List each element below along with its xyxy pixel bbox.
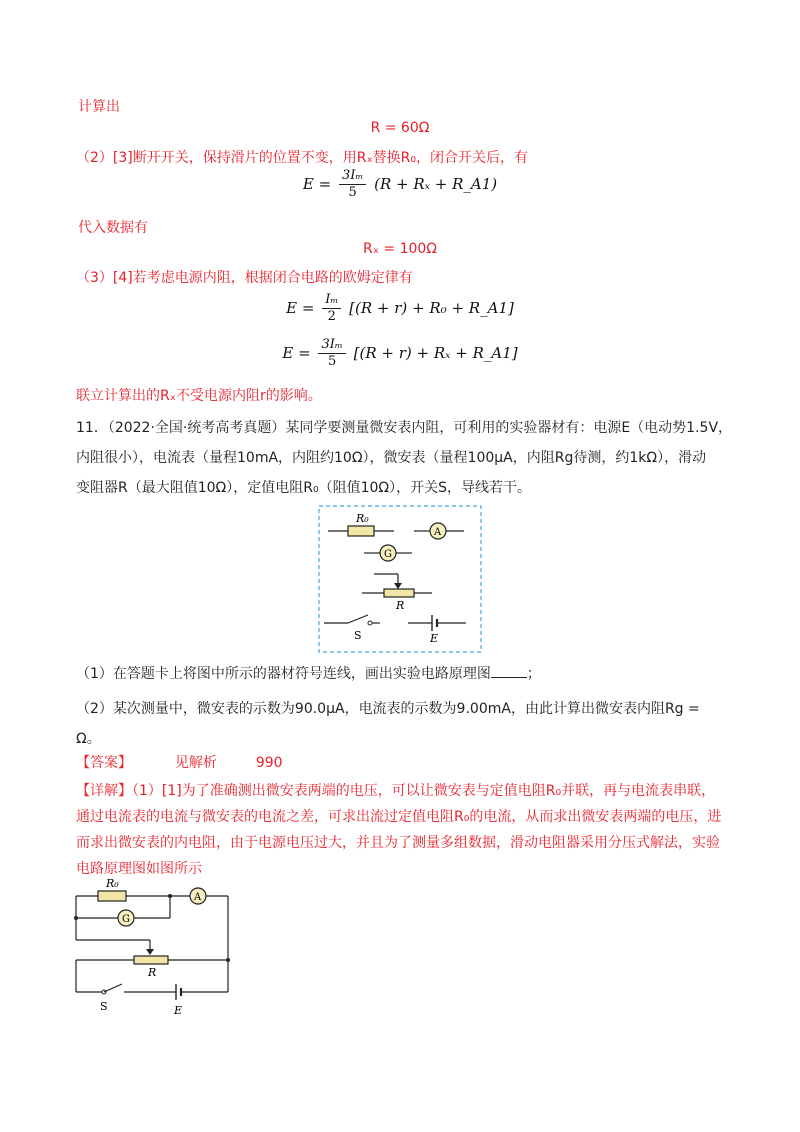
label-switch: S (354, 629, 362, 642)
substitute-line (0, 217, 800, 237)
answer-val1: 见解析 (174, 755, 217, 771)
result-Rx-text: Rₓ = 100Ω (363, 241, 437, 257)
eq-frac-num: 3Iₘ (339, 168, 366, 185)
components-diagram (318, 505, 482, 657)
answer-line (0, 752, 800, 772)
label-rheostat: R (396, 599, 405, 612)
detail-line2: 通过电流表的电流与微安表的电流之差，可求出流过定值电阻R₀的电流，从而求出微安表两端的电压，进 (76, 809, 722, 825)
label-switch: S (100, 1000, 108, 1013)
q11-line2: 内阻很小），电流表（量程10mA，内阻约10Ω），微安表（量程100μA，内阻Rg待测，约1kΩ），滑动 (76, 450, 707, 466)
label-galvanometer: G (384, 549, 392, 560)
detail-line1: （1）[1]为了准确测出微安表两端的电压，可以让微安表与定值电阻R₀并联，再与电流表串联， (132, 783, 716, 799)
sub1-end: ； (526, 666, 541, 682)
circuit-svg (66, 872, 246, 1020)
circuit-diagram (66, 872, 246, 1024)
eq-fraction (339, 168, 366, 201)
eq1-rhs: [(R + r) + R₀ + R_A1] (349, 299, 514, 317)
switch-contact-icon (368, 621, 372, 625)
label-ammeter: A (194, 892, 202, 903)
eq2-lhs: E = (282, 344, 311, 362)
eq2-frac-num: 3Iₘ (318, 337, 345, 354)
label-rheostat: R (148, 966, 157, 979)
result-R-text: R = 60Ω (370, 120, 430, 136)
label-battery: E (430, 632, 439, 645)
calc-intro: 计算出 (78, 99, 120, 115)
sub1-text: （1）在答题卡上将图中所示的器材符号连线，画出实验电路原理图 (76, 666, 491, 682)
label-galvanometer: G (122, 914, 130, 925)
part3-text-line (0, 267, 800, 287)
eq2-rhs: [(R + r) + Rₓ + R_A1] (353, 344, 518, 362)
part3-equation-2 (0, 337, 800, 370)
part2-equation (0, 168, 800, 201)
detail-line4: 电路原理图如图所示 (76, 861, 202, 877)
resistor-r0-icon (98, 891, 126, 901)
part2-text-line (0, 147, 800, 167)
answer-tag: 【答案】 (76, 755, 132, 771)
eq-frac-den: 5 (348, 185, 357, 200)
label-r0: R₀ (356, 512, 369, 525)
detail-tag: 【详解】 (76, 783, 132, 799)
question-11 (0, 413, 800, 503)
eq-rhs: (R + Rₓ + R_A1) (374, 175, 498, 193)
sub-question-2 (0, 694, 800, 754)
part3-equation-1 (0, 292, 800, 325)
detail-line3: 而求出微安表的内电阻，由于电源电压过大，并且为了测量多组数据，滑动电阻器采用分压式解法，实验 (76, 835, 720, 851)
eq2-fraction (318, 337, 345, 370)
q11-line3: 变阻器R（最大阻值10Ω），定值电阻R₀（阻值10Ω），开关S，导线若干。 (76, 480, 531, 496)
components-svg (318, 505, 482, 653)
rheostat-icon (384, 589, 414, 597)
sub2-end: Ω。 (76, 731, 101, 747)
eq2-frac-den: 5 (328, 354, 337, 369)
resistor-r0-icon (348, 526, 374, 536)
label-battery: E (174, 1004, 183, 1017)
eq1-lhs: E = (286, 299, 315, 317)
sub2-text: （2）某次测量中，微安表的示数为90.0μA，电流表的示数为9.00mA，由此计算出微安表内阻Rg = (76, 701, 700, 717)
conclusion-line (0, 385, 800, 405)
eq-lhs: E = (302, 175, 332, 193)
q11-line1: 11．（2022·全国·统考高考真题）某同学要测量微安表内阻，可利用的实验器材有：电源E（电动势1.5V， (76, 420, 733, 436)
switch-blade (104, 984, 122, 992)
eq1-frac-den: 2 (327, 309, 336, 324)
result-R (0, 120, 800, 136)
label-ammeter: A (434, 527, 442, 538)
junction-rheostat-right (226, 958, 230, 962)
detail-block (0, 778, 800, 882)
dashed-border (319, 506, 481, 652)
label-r0: R₀ (106, 877, 119, 890)
substitute-text: 代入数据有 (78, 220, 148, 236)
eq1-fraction (322, 292, 341, 325)
part2-text: （2）[3]断开开关，保持滑片的位置不变，用Rₓ替换R₀，闭合开关后，有 (76, 150, 529, 166)
conclusion-text: 联立计算出的Rₓ不受电源内阻r的影响。 (76, 388, 322, 404)
result-Rx (0, 241, 800, 257)
part3-text: （3）[4]若考虑电源内阻，根据闭合电路的欧姆定律有 (76, 270, 413, 286)
slider-arrow-icon (394, 583, 402, 589)
slider-arrow-icon (146, 949, 154, 955)
switch-blade (348, 615, 368, 623)
eq1-frac-num: Iₘ (322, 292, 341, 309)
answer-blank-1 (491, 677, 527, 678)
answer-val2: 990 (255, 755, 283, 771)
sub-question-1 (0, 663, 800, 683)
rheostat-icon (134, 956, 168, 964)
calc-intro-line (0, 96, 800, 116)
